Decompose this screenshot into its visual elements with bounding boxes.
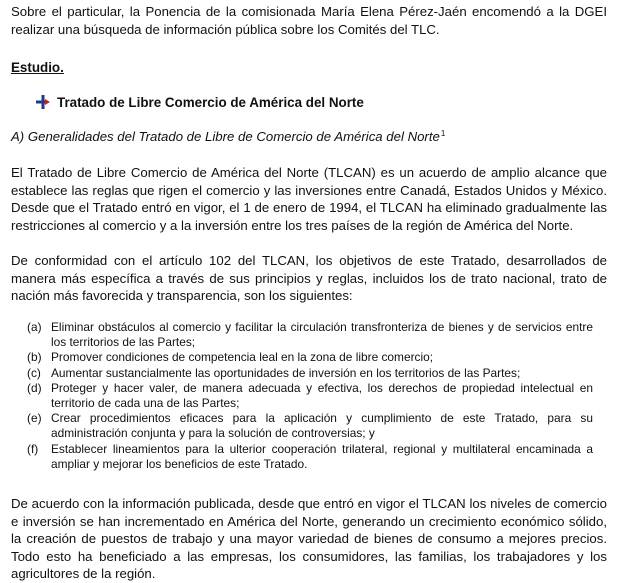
- list-item: [27, 411, 593, 441]
- list-item: [27, 366, 593, 381]
- list-item-text: Establecer lineamientos para la ulterior cooperación trilateral, regional y multilateral encaminada a ampliar y mejorar los beneficios de este Tratado.: [51, 441, 593, 471]
- list-item-text: Crear procedimientos eficaces para la aplicación y cumplimiento de este Tratado, para su administración conjunta y para la solución de controversias; y: [51, 411, 593, 441]
- subheading-text: A) Generalidades del Tratado de Libre de Comercio de América del Norte: [11, 129, 440, 144]
- cross-arrow-bullet-icon: [35, 94, 51, 110]
- list-item: [27, 381, 593, 411]
- objetivos-paragraph: De conformidad con el artículo 102 del TLCAN, los objetivos de este Tratado, desarrollados de manera más específica a través de sus principios y reglas, incluidos los de trato nacional, trato de nación más favorecida y transparencia, son los siguientes:: [11, 253, 607, 304]
- list-item-mark: (f): [27, 441, 39, 456]
- list-item-text: Proteger y hacer valer, de manera adecuada y efectiva, los derechos de propiedad intelectual en territorio de cada una de las Partes;: [51, 380, 593, 411]
- section-heading: Estudio.: [11, 60, 64, 75]
- list-item-mark: (e): [27, 411, 42, 426]
- list-item-mark: (a): [27, 320, 42, 334]
- list-item: [27, 320, 593, 350]
- final-paragraph: De acuerdo con la información publicada, desde que entró en vigor el TLCAN los niveles de comercio e inversión se han incrementado en América del Norte, generando un crecimiento económico sólido, la creación de puestos de trabajo y una mayor variedad de bienes de consumo a mejores precios. Todo esto ha beneficiado a las empresas, los consumidores, las familias, los trabajadores y los agricultores de la región.: [11, 496, 607, 582]
- list-item: [27, 442, 593, 472]
- list-item-mark: (c): [27, 365, 41, 380]
- tlcan-paragraph: El Tratado de Libre Comercio de América del Norte (TLCAN) es un acuerdo de amplio alcance que establece las reglas que rigen el comercio y las inversiones entre Canadá, Estados Unidos y México. Desde que el Tratado entró en vigor, el 1 de enero de 1994, el TLCAN ha eliminado gradualmente las restricciones al comercio y a la inversión entre los tres países de la región de América del Norte.: [11, 165, 607, 233]
- subheading: [11, 129, 445, 144]
- list-item-text: Promover condiciones de competencia leal en la zona de libre comercio;: [51, 350, 434, 365]
- bullet-heading: [35, 94, 364, 110]
- footnote-mark: 1: [440, 129, 446, 138]
- objetivos-list: [27, 320, 593, 472]
- list-item-text: Eliminar obstáculos al comercio y facilitar la circulación transfronteriza de bienes y de servicios entre los territorios de las Partes;: [51, 320, 593, 350]
- list-item-text: Aumentar sustancialmente las oportunidades de inversión en los territorios de las Partes;: [51, 365, 521, 380]
- list-item-mark: (d): [27, 380, 42, 395]
- list-item: [27, 350, 593, 365]
- intro-paragraph: Sobre el particular, la Ponencia de la comisionada María Elena Pérez-Jaén encomendó a la DGEI realizar una búsqueda de información pública sobre los Comités del TLC.: [11, 4, 607, 37]
- list-item-mark: (b): [27, 350, 42, 365]
- bullet-title: Tratado de Libre Comercio de América del Norte: [57, 94, 364, 110]
